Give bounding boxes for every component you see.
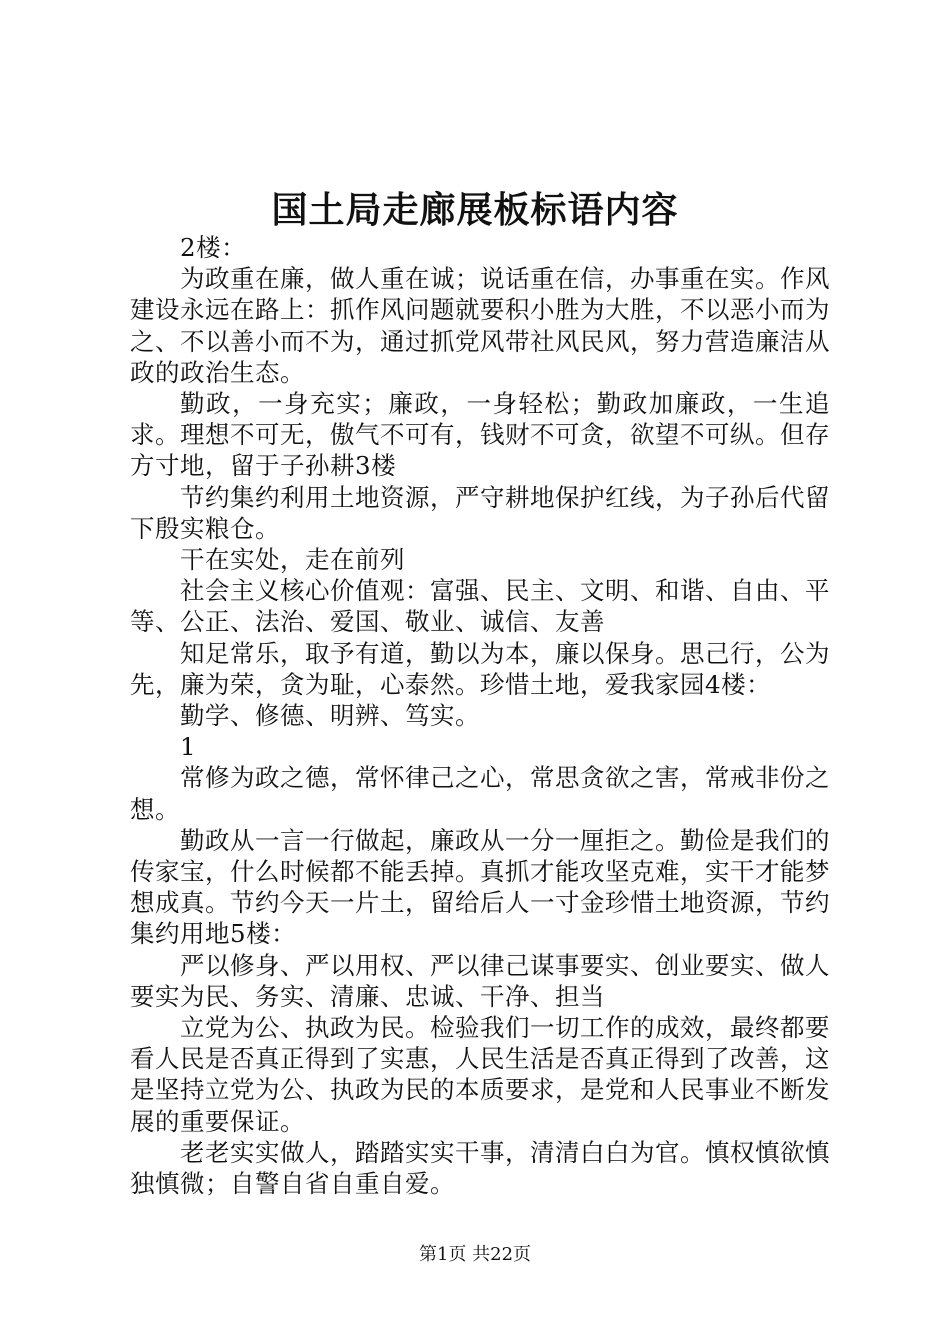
paragraph: 勤学、修德、明辨、笃实。 (180, 701, 480, 731)
paragraph: 1 (180, 732, 197, 762)
paragraph: 为政重在廉，做人重在诚；说话重在信，办事重在实。作风建设永远在路上：抓作风问题就要积小胜为大胜，不以恶小而为之、不以善小而不为，通过抓党风带社风民风，努力营造廉洁从政的政治生态。 (130, 264, 830, 387)
paragraph: 节约集约利用土地资源，严守耕地保护红线，为子孙后代留下殷实粮仓。 (130, 482, 830, 543)
paragraph: 干在实处，走在前列 (180, 545, 405, 575)
page-footer: 第1页 共22页 (418, 1244, 532, 1265)
paragraph: 严以修身、严以用权、严以律己谋事要实、创业要实、做人要实为民、务实、清廉、忠诚、干净、担当 (130, 950, 830, 1011)
paragraph: 社会主义核心价值观：富强、民主、文明、和谐、自由、平等、公正、法治、爱国、敬业、诚信、友善 (130, 576, 830, 637)
paragraph: 2楼： (180, 233, 247, 262)
paragraph: 知足常乐，取予有道，勤以为本，廉以保身。思己行，公为先，廉为荣，贪为耻，心泰然。珍惜土地，爱我家园4楼： (130, 638, 830, 699)
paragraph: 勤政，一身充实；廉政，一身轻松；勤政加廉政，一生追求。理想不可无，傲气不可有，钱财不可贪，欲望不可纵。但存方寸地，留于子孙耕3楼 (130, 389, 830, 481)
paragraph: 常修为政之德，常怀律己之心，常思贪欲之害，常戒非份之想。 (130, 763, 830, 824)
document-title: 国土局走廊展板标语内容 (271, 189, 679, 231)
paragraph: 勤政从一言一行做起，廉政从一分一厘拒之。勤俭是我们的传家宝，什么时候都不能丢掉。真抓才能攻坚克难，实干才能梦想成真。节约今天一片土，留给后人一寸金珍惜土地资源，节约集约用地5楼： (130, 825, 830, 949)
paragraph: 立党为公、执政为民。检验我们一切工作的成效，最终都要看人民是否真正得到了实惠，人民生活是否真正得到了改善，这是坚持立党为公、执政为民的本质要求，是党和人民事业不断发展的重要保证。 (130, 1013, 830, 1136)
paragraph: 老老实实做人，踏踏实实干事，清清白白为官。慎权慎欲慎独慎微；自警自省自重自爱。 (130, 1137, 830, 1199)
document-body (130, 232, 830, 1199)
